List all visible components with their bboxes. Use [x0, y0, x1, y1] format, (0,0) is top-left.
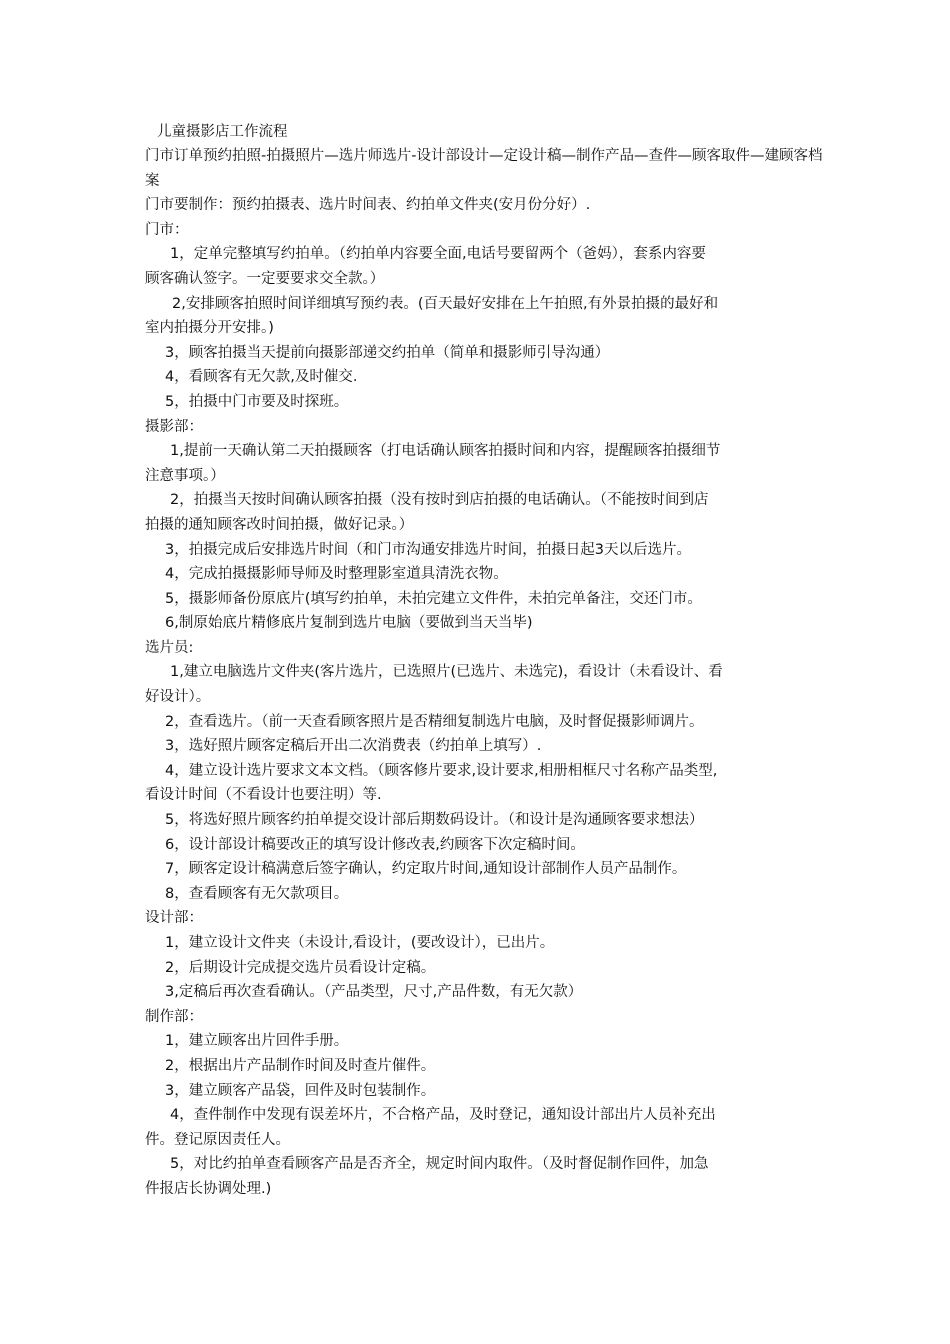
list-item: [145, 439, 825, 488]
list-item-text: 3，建立顾客产品袋，回件及时包装制作。: [165, 1082, 436, 1099]
list-item: [145, 833, 825, 858]
store-make-note: 门市要制作：预约拍摄表、选片时间表、约拍单文件夹(安月份分好）.: [145, 197, 591, 214]
list-item-text: 2，拍摄当天按时间确认顾客拍摄（没有按时到店拍摄的电话确认。（不能按时间到店: [170, 492, 709, 509]
section-heading: 设计部：: [145, 910, 203, 927]
list-item-text: 5，摄影师备份原底片(填写约拍单，未拍完建立文件件，未拍完单备注，交还门市。: [165, 590, 702, 607]
list-item: [145, 1152, 825, 1201]
list-item: [145, 341, 825, 366]
list-item: [145, 734, 825, 759]
list-item: [145, 1029, 825, 1054]
list-item: [145, 759, 825, 808]
list-item-text: 2，后期设计完成提交选片员看设计定稿。: [165, 959, 436, 976]
list-item: [145, 931, 825, 956]
list-item-text: 4，建立设计选片要求文本文档。（顾客修片要求,设计要求,相册相框尺寸名称产品类型,: [165, 762, 718, 779]
list-item: [145, 611, 825, 636]
list-item-text: 1，建立设计文件夹（未设计,看设计，(要改设计），已出片。: [165, 935, 555, 951]
document-title: 儿童摄影店工作流程: [157, 124, 288, 140]
list-item: [145, 1103, 825, 1152]
list-item: [145, 488, 825, 537]
list-item: [145, 1079, 825, 1104]
list-item-text: 5，对比约拍单查看顾客产品是否齐全，规定时间内取件。（及时督促制作回件，加急: [170, 1156, 709, 1173]
list-item-text: 1，建立顾客出片回件手册。: [165, 1033, 349, 1050]
list-item-continuation: 注意事项。）: [145, 467, 225, 484]
document-page: [145, 120, 825, 1202]
list-item-continuation: 拍摄的通知顾客改时间拍摄，做好记录。）: [145, 516, 414, 533]
list-item: [145, 242, 825, 291]
list-item-continuation: 室内拍摄分开安排。): [145, 320, 274, 337]
list-item-continuation: 件报店长协调处理.): [145, 1180, 272, 1197]
sections-container: [145, 218, 825, 1202]
list-item-text: 2，查看选片。（前一天查看顾客照片是否精细复制选片电脑，及时督促摄影师调片。: [165, 713, 704, 730]
list-item-text: 4，完成拍摄摄影师导师及时整理影室道具清洗衣物。: [165, 566, 508, 583]
list-item-text: 1，定单完整填写约拍单。（约拍单内容要全面,电话号要留两个（爸妈），套系内容要: [170, 246, 706, 263]
list-item-continuation: 看设计时间（不看设计也要注明）等.: [145, 787, 382, 804]
list-item: [145, 538, 825, 563]
list-item: [145, 857, 825, 882]
list-item-text: 5，将选好照片顾客约拍单提交设计部后期数码设计。（和设计是沟通顾客要求想法）: [165, 812, 704, 829]
list-item-text: 3，拍摄完成后安排选片时间（和门市沟通安排选片时间，拍摄日起3天以后选片。: [165, 541, 691, 558]
list-item: [145, 1054, 825, 1079]
list-item-text: 4，看顾客有无欠款,及时催交.: [165, 369, 358, 386]
list-item-text: 6,制原始底片精修底片复制到选片电脑（要做到当天当毕): [165, 615, 533, 632]
list-item-continuation: 好设计）。: [145, 689, 211, 706]
section-heading: 选片员:: [145, 639, 194, 656]
list-item-text: 2，根据出片产品制作时间及时查片催件。: [165, 1057, 436, 1074]
list-item-continuation: 件。登记原因责任人。: [145, 1131, 290, 1148]
list-item-text: 7，顾客定设计稿满意后签字确认，约定取片时间,通知设计部制作人员产品制作。: [165, 861, 687, 878]
list-item: [145, 710, 825, 735]
list-item: [145, 980, 825, 1005]
list-item-text: 3,定稿后再次查看确认。（产品类型，尺寸,产品件数，有无欠款）: [165, 984, 583, 1001]
list-item-text: 1,提前一天确认第二天拍摄顾客（打电话确认顾客拍摄时间和内容，提醒顾客拍摄细节: [170, 443, 721, 460]
list-item: [145, 365, 825, 390]
section-heading: 门市：: [145, 221, 189, 238]
list-item: [145, 660, 825, 709]
list-item: [145, 808, 825, 833]
list-item-continuation: 顾客确认签字。一定要要求交全款。）: [145, 270, 385, 287]
workflow-summary: 门市订单预约拍照-拍摄照片—选片师选片-设计部设计—定设计稿—制作产品—查件—顾客取件—建顾客档案: [145, 148, 823, 189]
list-item: [145, 882, 825, 907]
list-item-text: 2,安排顾客拍照时间详细填写预约表。(百天最好安排在上午拍照,有外景拍摄的最好和: [172, 295, 719, 312]
list-item-text: 3，顾客拍摄当天提前向摄影部递交约拍单（简单和摄影师引导沟通）: [165, 344, 610, 361]
section-heading: 摄影部：: [145, 418, 203, 435]
list-item: [145, 292, 825, 341]
list-item-text: 6，设计部设计稿要改正的填写设计修改表,约顾客下次定稿时间。: [165, 836, 585, 853]
list-item: [145, 587, 825, 612]
list-item: [145, 390, 825, 415]
list-item-text: 1,建立电脑选片文件夹(客片选片，已选照片(已选片、未选完)，看设计（未看设计、看: [170, 664, 723, 681]
list-item-text: 5，拍摄中门市要及时探班。: [165, 393, 349, 410]
list-item-text: 4，查件制作中发现有误差坏片，不合格产品，及时登记，通知设计部出片人员补充出: [170, 1107, 716, 1124]
list-item-text: 3，选好照片顾客定稿后开出二次消费表（约拍单上填写）.: [165, 738, 542, 755]
list-item: [145, 956, 825, 981]
section-heading: 制作部：: [145, 1008, 203, 1025]
list-item-text: 8，查看顾客有无欠款项目。: [165, 885, 349, 902]
list-item: [145, 562, 825, 587]
